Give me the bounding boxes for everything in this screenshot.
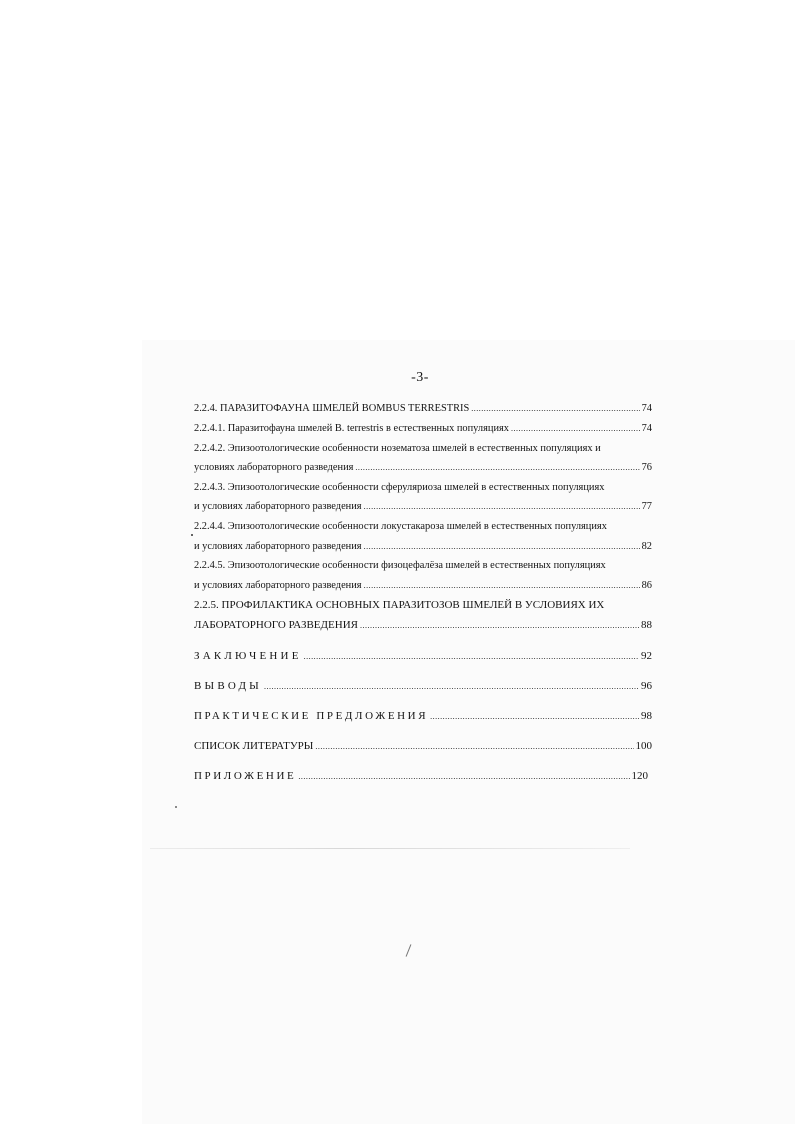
toc-entry-page: 120 [631,770,648,782]
scan-fold-line [150,848,630,849]
toc-entry-title: 2.2.4. ПАРАЗИТОФАУНА ШМЕЛЕЙ BOMBUS TERRESTRIS [194,403,470,414]
toc-entry-page: 96 [641,680,652,692]
toc-entry-page: 88 [641,619,652,631]
toc-entry-references[interactable] [194,739,652,754]
dot-leader [364,540,640,554]
toc-entry-title: и условиях лабораторного разведения [194,580,362,591]
toc-entry-2-2-4-2[interactable] [194,461,652,475]
toc-entry-title: условиях лабораторного разведения [194,462,354,473]
toc-entry-2-2-4-3-line1: 2.2.4.3. Эпизоотологические особенности сферуляриоза шмелей в естественных популяциях [194,482,605,493]
toc-entry-2-2-4[interactable] [194,402,652,416]
dot-leader [364,500,640,514]
toc-entry-conclusion[interactable] [194,649,652,664]
toc-entry-title: 2.2.4.1. Паразитофауна шмелей B. terrestris в естественных популяциях [194,423,509,434]
toc-entry-2-2-5-line1: 2.2.5. ПРОФИЛАКТИКА ОСНОВНЫХ ПАРАЗИТОЗОВ ШМЕЛЕЙ В УСЛОВИЯХ ИХ [194,599,605,611]
toc-entry-title: ПРАКТИЧЕСКИЕ ПРЕДЛОЖЕНИЯ [194,710,429,722]
dot-leader [304,650,639,664]
toc-entry-page: 76 [641,462,652,473]
toc-entry-title: ЛАБОРАТОРНОГО РАЗВЕДЕНИЯ [194,619,358,631]
toc-entry-2-2-4-4[interactable] [194,540,652,554]
dot-leader [430,710,639,724]
scan-speck [175,806,177,808]
toc-entry-title: СПИСОК ЛИТЕРАТУРЫ [194,740,314,752]
toc-entry-page: 74 [641,423,652,434]
toc-entry-appendix[interactable] [194,769,648,784]
toc-entry-page: 77 [641,501,652,512]
dot-leader [298,770,629,784]
toc-entry-2-2-5[interactable] [194,618,652,633]
toc-entry-title: ПРИЛОЖЕНИЕ [194,770,297,782]
page-number: -3- [411,370,429,385]
dot-leader [315,740,633,754]
dot-leader [360,619,639,633]
toc-entry-page: 92 [641,650,652,662]
toc-entry-2-2-4-3[interactable] [194,500,652,514]
toc-entry-2-2-4-1[interactable] [194,422,652,436]
toc-entry-page: 82 [641,541,652,552]
toc-entry-page: 86 [641,580,652,591]
toc-entry-page: 100 [635,740,652,752]
toc-entry-page: 98 [641,710,652,722]
toc-entry-title: ВЫВОДЫ [194,680,262,692]
dot-leader [511,422,640,436]
dot-leader [471,402,639,416]
toc-entry-2-2-4-2-line1: 2.2.4.2. Эпизоотологические особенности нозематоза шмелей в естественных популяциях и [194,443,601,454]
dot-leader [264,680,639,694]
toc-entry-title: ЗАКЛЮЧЕНИЕ [194,650,302,662]
toc-entry-2-2-4-4-line1: 2.2.4.4. Эпизоотологические особенности локустакароза шмелей в естественных популяциях [194,521,607,532]
toc-entry-title: и условиях лабораторного разведения [194,501,362,512]
toc-entry-title: и условиях лабораторного разведения [194,541,362,552]
toc-entry-2-2-4-5[interactable] [194,579,652,593]
scan-speck [191,534,193,536]
toc-entry-page: 74 [641,403,652,414]
scanned-page-area [142,340,795,1124]
toc-entry-2-2-4-5-line1: 2.2.4.5. Эпизоотологические особенности физоцефалёза шмелей в естественных популяциях [194,560,606,571]
dot-leader [364,579,640,593]
toc-entry-findings[interactable] [194,679,652,694]
dot-leader [355,461,639,475]
toc-entry-practical-proposals[interactable] [194,709,652,724]
